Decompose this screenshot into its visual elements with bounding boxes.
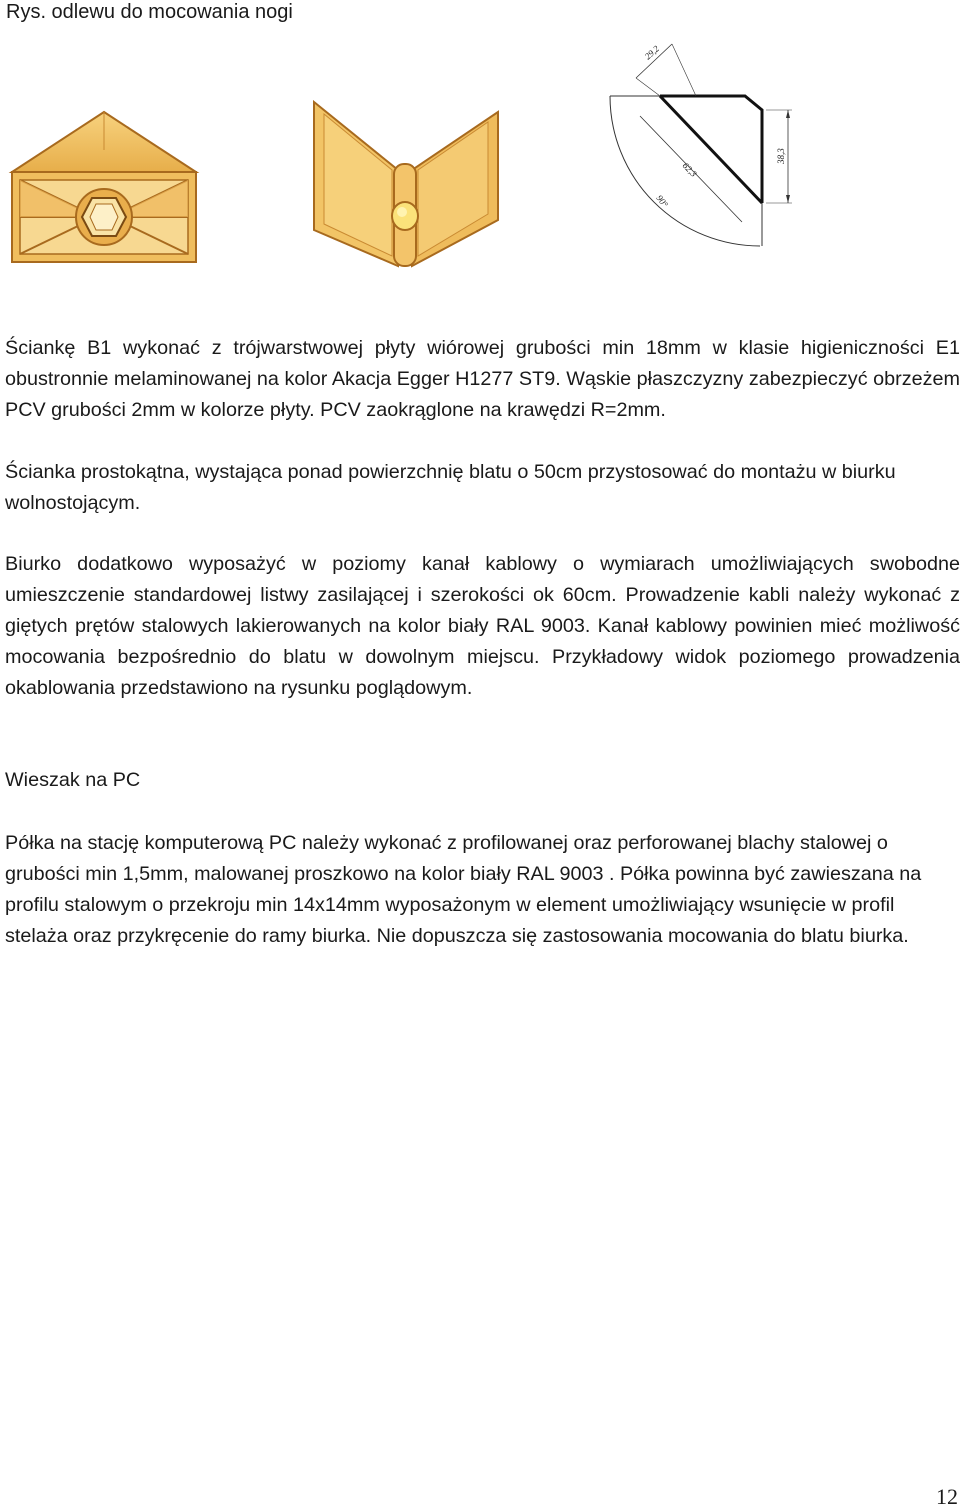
paragraph-pc-shelf: Półka na stację komputerową PC należy wykonać z profilowanej oraz perforowanej blachy stalowej o grubości min 1,5mm, malowanej proszkowo na kolor biały RAL 9003 . Półka powinna być zawieszana na profilu stalowym o przekroju min 14x14mm wyposażonym w element umożliwiający wsunięcie w profil stelaża oraz przykręcenie do ramy biurka. Nie dopuszcza się zastosowania mocowania do blatu biurka.	[5, 832, 922, 947]
casting-corner-illustration	[312, 100, 500, 268]
paragraph-wall-rect: Ścianka prostokątna, wystająca ponad powierzchnię blatu o 50cm przystosować do montażu w biurku wolnostojącym.	[5, 461, 896, 514]
dimension-top: 29,2	[642, 43, 662, 62]
dimension-right: 38,3	[776, 148, 786, 164]
page-number: 12	[936, 1484, 958, 1509]
figure-caption: Rys. odlewu do mocowania nogi	[6, 1, 293, 23]
paragraph-cable-channel: Biurko dodatkowo wyposażyć w poziomy kanał kablowy o wymiarach umożliwiających swobodne umieszczenie standardowej listwy zasilającej i szerokości ok 60cm. Prowadzenie kabli należy wykonać z giętych prętów stalowych lakierowanych na kolor biały RAL 9003. Kanał kablowy powinien mieć możliwość mocowania bezpośrednio do blatu w dowolnym miejscu. Przykładowy widok poziomego prowadzenia okablowania przedstawiono na rysunku poglądowym.	[5, 553, 960, 699]
dimension-diagonal: 62,3	[680, 160, 699, 179]
dimension-angle: 90°	[654, 193, 671, 210]
paragraph-wall-b1: Ściankę B1 wykonać z trójwarstwowej płyty wiórowej grubości min 18mm w klasie higieniczności E1 obustronnie melaminowanej na kolor Akacja Egger H1277 ST9. Wąskie płaszczyzny zabezpieczyć obrzeżem PCV grubości 2mm w kolorze płyty. PCV zaokrąglone na krawędzi R=2mm.	[5, 337, 960, 421]
section-heading-pc-hanger: Wieszak na PC	[5, 769, 141, 791]
casting-technical-drawing	[600, 38, 805, 248]
casting-front-illustration	[8, 110, 200, 264]
